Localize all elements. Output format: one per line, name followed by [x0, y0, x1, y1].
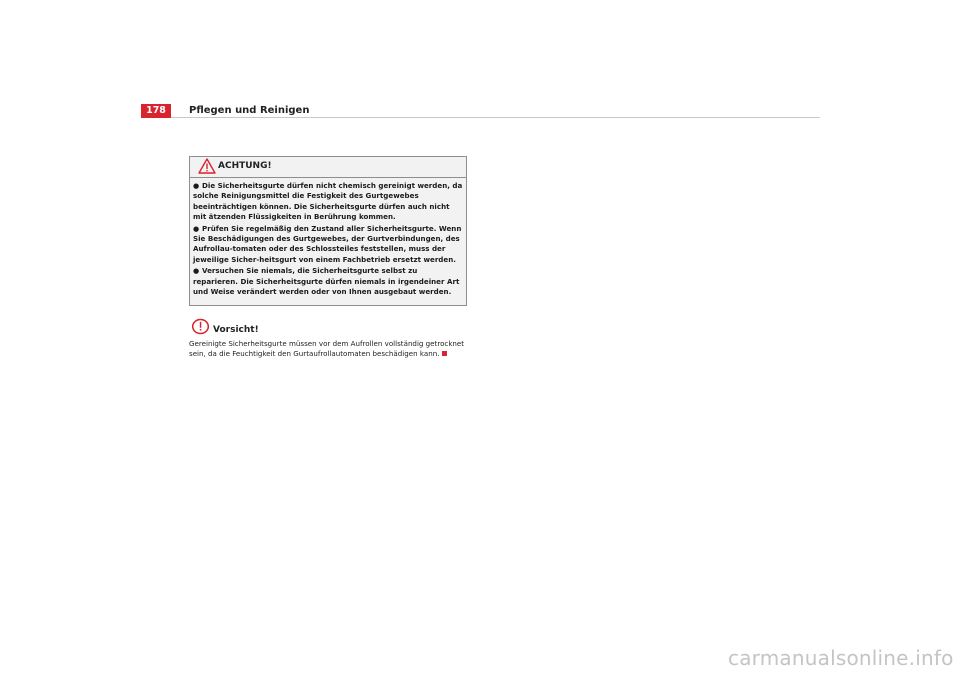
caution-exclamation-icon: [192, 318, 209, 335]
bullet-icon: ●: [193, 181, 200, 190]
warning-header: [190, 157, 466, 178]
page-number: 178: [141, 104, 171, 118]
bullet-icon: ●: [193, 266, 200, 276]
warning-item: ● Prüfen Sie regelmäßig den Zustand aller Sicherheitsgurte. Wenn Sie Beschädigungen des Gurtgewebes, der Gurtverbindungen, des Aufrollau-tomaten oder des Schlossteiles feststellen, muss der jeweilige Sicher-heitsgurt von einem Fachbetrieb ersetzt werden.: [193, 223, 462, 264]
caution-title: Vorsicht!: [213, 325, 259, 335]
watermark: carmanualsonline.info: [728, 646, 954, 670]
warning-box: [189, 156, 467, 306]
bullet-icon: ●: [193, 223, 200, 233]
caution-text: Gereinigte Sicherheitsgurte müssen vor dem Aufrollen vollständig getrocknet sein, da die Feuchtigkeit den Gurtaufrollautomaten beschädigen kann.: [189, 339, 465, 359]
warning-item: ● Die Sicherheitsgurte dürfen nicht chemisch gereinigt werden, da solche Reinigungsmittel die Festigkeit des Gurtgewebes beeinträchtigen können. Die Sicherheitsgurte dürfen auch nicht mit ätzenden Flüssigkeiten in Berührung kommen.: [193, 181, 463, 222]
warning-title: ACHTUNG!: [218, 161, 272, 171]
page-title: Pflegen und Reinigen: [189, 105, 310, 116]
end-mark-icon: [442, 351, 447, 356]
warning-item: ● Versuchen Sie niemals, die Sicherheitsgurte selbst zu reparieren. Die Sicherheitsgurte dürfen niemals in irgendeiner Art und Weise verändert werden oder von Ihnen ausgebaut werden.: [193, 266, 460, 297]
warning-body: [190, 178, 466, 297]
warning-triangle-icon: [198, 158, 216, 174]
